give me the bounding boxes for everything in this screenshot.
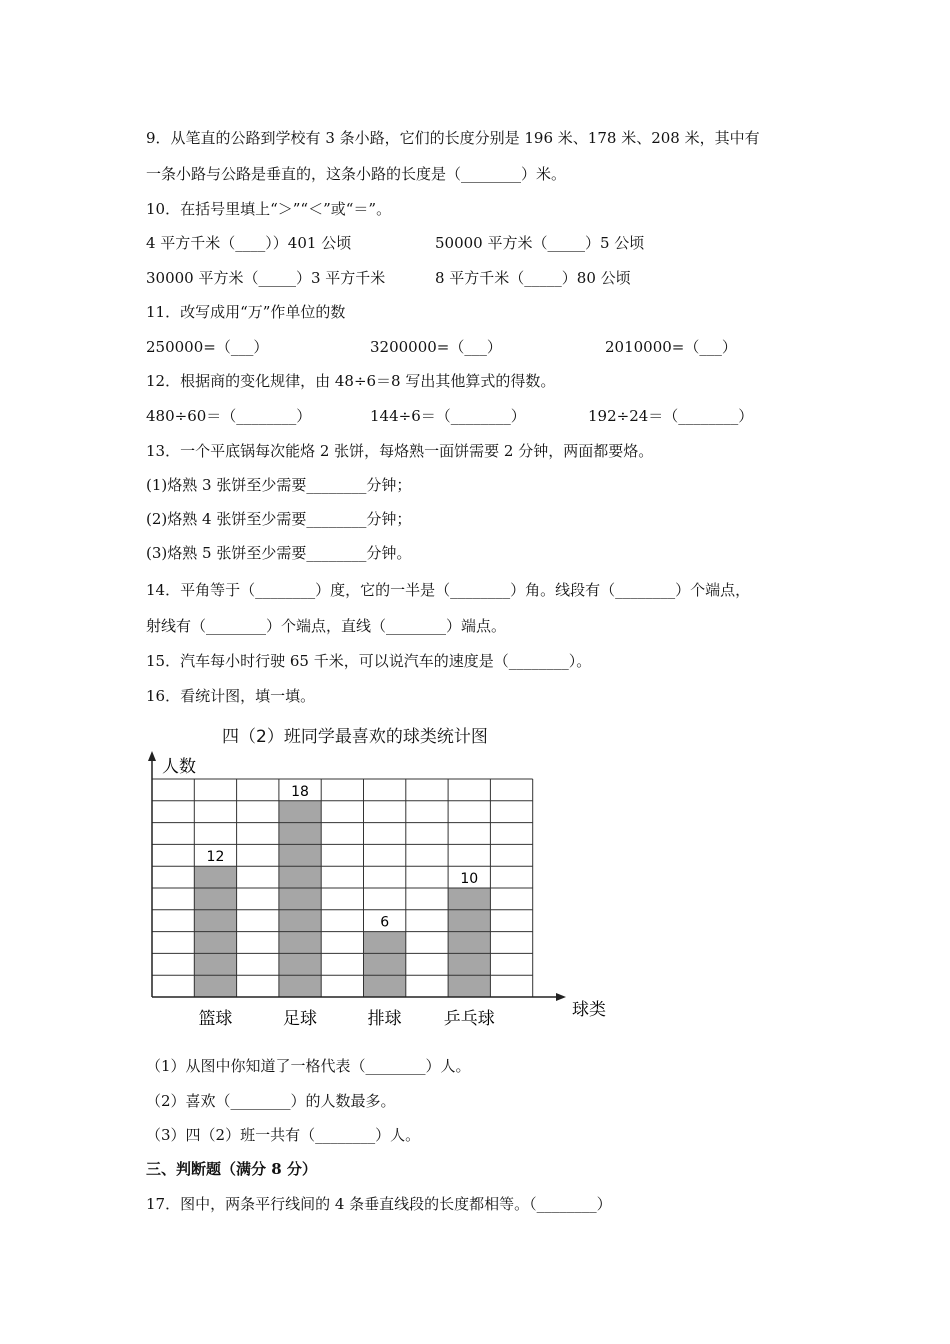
bar-value-label: 12: [206, 849, 225, 866]
category-label: 篮球: [198, 1009, 233, 1029]
category-label: 排球: [367, 1009, 402, 1029]
chart-title: 四（2）班同学最喜欢的球类统计图: [222, 727, 488, 747]
bar-2: [279, 801, 321, 997]
q12-b: 144÷6＝（________）: [370, 407, 526, 425]
bar-value-label: 10: [460, 871, 479, 887]
bar-value-label: 6: [380, 914, 390, 931]
q16-p2: （2）喜欢（________）的人数最多。: [146, 1092, 396, 1110]
q13-p1: (1)烙熟 3 张饼至少需要________分钟；: [146, 476, 412, 494]
q10-a: 4 平方千米（____））401 公顷: [146, 234, 352, 252]
q12-a: 480÷60＝（________）: [146, 407, 312, 425]
q13-p2: (2)烙熟 4 张饼至少需要________分钟；: [146, 510, 412, 528]
q9-line2: 一条小路与公路是垂直的，这条小路的长度是（________）米。: [146, 165, 567, 183]
category-label: 乒乓球: [443, 1009, 495, 1029]
q12-c: 192÷24＝（________）: [588, 407, 754, 425]
q10-b: 50000 平方米（_____）5 公顷: [435, 234, 645, 252]
category-label: 足球: [283, 1009, 318, 1029]
q15-text: 15．汽车每小时行驶 65 千米，可以说汽车的速度是（________）。: [146, 652, 592, 670]
y-axis-arrow: [148, 751, 156, 761]
q16-stem: 16．看统计图，填一填。: [146, 687, 316, 705]
q10-stem: 10．在括号里填上“＞”“＜”或“＝”。: [146, 200, 392, 218]
q10-d: 8 平方千米（_____）80 公顷: [435, 269, 631, 287]
q11-a: 250000=（___）: [146, 338, 269, 356]
q9-line1: 9．从笔直的公路到学校有 3 条小路，它们的长度分别是 196 米、178 米、208 米，其中有: [146, 129, 760, 147]
q13-p3: (3)烙熟 5 张饼至少需要________分钟。: [146, 544, 412, 562]
bar-4: [448, 888, 490, 997]
y-axis-label: 人数: [162, 757, 196, 777]
q11-b: 3200000=（___）: [370, 338, 502, 356]
q16-p1: （1）从图中你知道了一格代表（________）人。: [146, 1057, 471, 1075]
x-axis-label: 球类: [572, 1000, 606, 1020]
q11-c: 2010000=（___）: [605, 338, 737, 356]
q17-text: 17．图中，两条平行线间的 4 条垂直线段的长度都相等。（________）: [146, 1195, 612, 1213]
bar-chart: [0, 745, 950, 1085]
q14-line2: 射线有（________）个端点，直线（________）端点。: [146, 617, 507, 635]
q11-stem: 11．改写成用“万”作单位的数: [146, 303, 346, 321]
section3-title: 三、判断题（满分 8 分）: [146, 1160, 317, 1178]
q16-p3: （3）四（2）班一共有（________）人。: [146, 1126, 421, 1144]
q12-stem: 12．根据商的变化规律，由 48÷6＝8 写出其他算式的得数。: [146, 372, 556, 390]
bar-3: [364, 932, 406, 997]
x-axis-arrow: [556, 993, 566, 1001]
q13-stem: 13．一个平底锅每次能烙 2 张饼，每烙熟一面饼需要 2 分钟，两面都要烙。: [146, 442, 654, 460]
q14-line1: 14．平角等于（________）度，它的一半是（________）角。线段有（________）个端点，: [146, 581, 751, 599]
q10-c: 30000 平方米（_____）3 平方千米: [146, 269, 386, 287]
bar-value-label: 18: [291, 783, 309, 800]
